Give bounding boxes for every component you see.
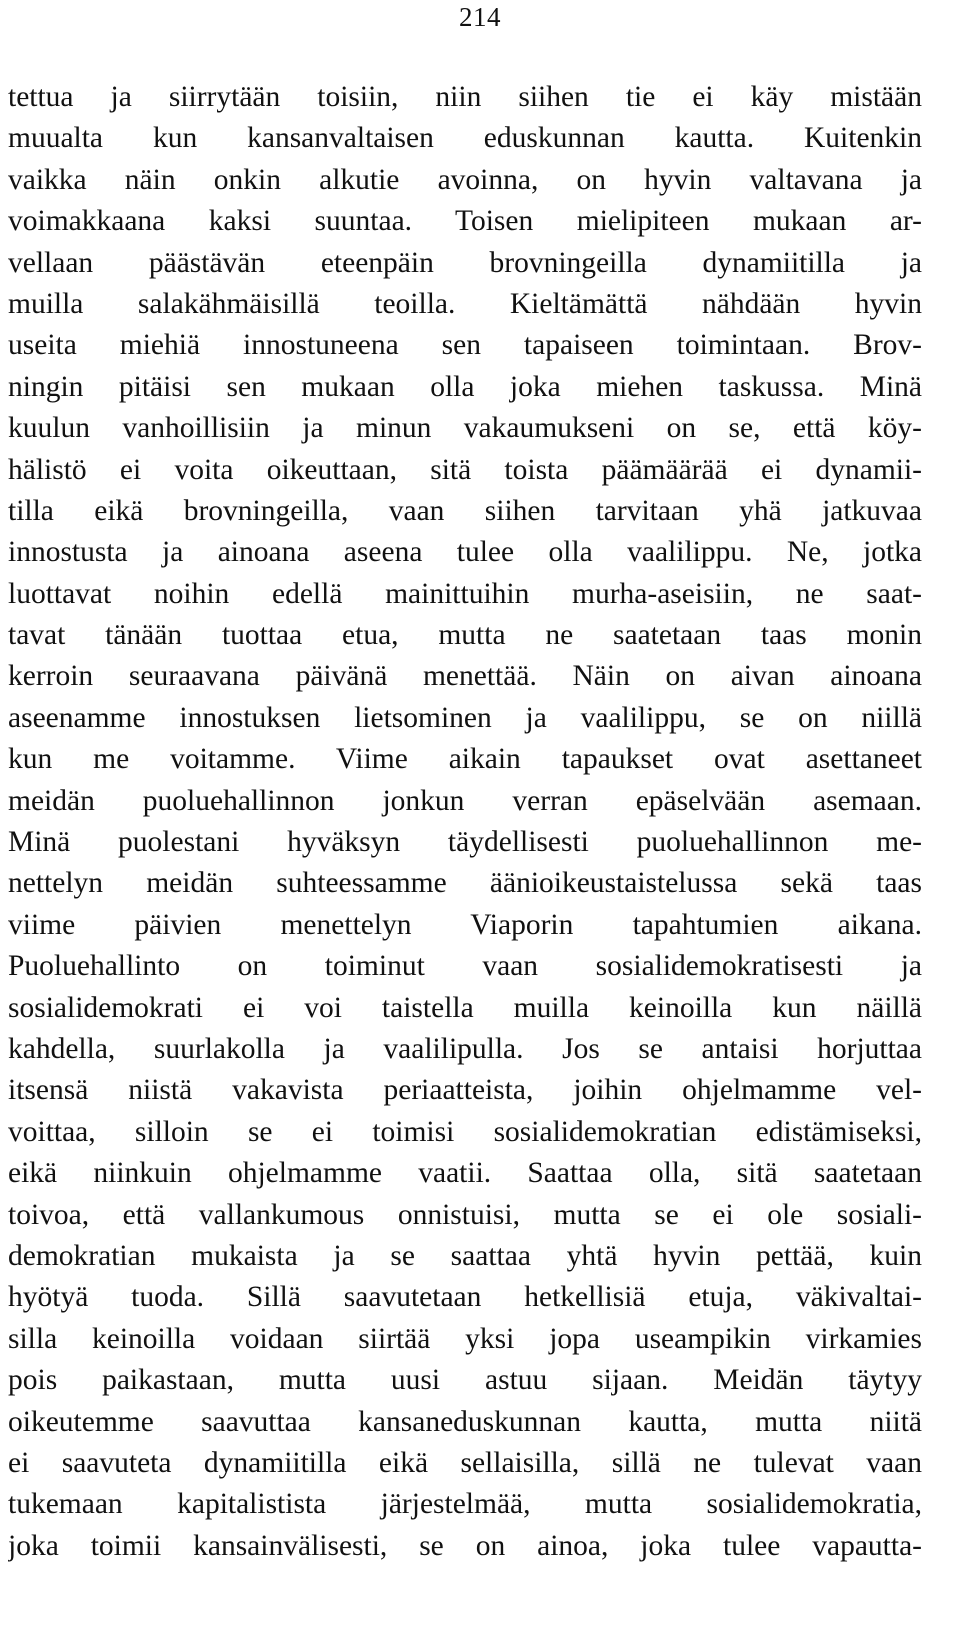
text-line: muualta kun kansanvaltaisen eduskunnan kautta. Kuitenkin [8, 122, 922, 155]
text-line: viime päivien menettelyn Viaporin tapahtumien aikana. [8, 908, 922, 941]
body-text [8, 77, 922, 1567]
text-line: kuulun vanhoillisiin ja minun vakaumukseni on se, että köy- [8, 412, 922, 445]
text-line: Puoluehallinto on toiminut vaan sosialidemokratisesti ja [8, 950, 922, 983]
text-line: tavat tänään tuottaa etua, mutta ne saatetaan taas monin [8, 619, 922, 652]
text-line: tukemaan kapitalistista järjestelmää, mutta sosialidemokratia, [8, 1488, 922, 1521]
text-line: vaikka näin onkin alkutie avoinna, on hyvin valtavana ja [8, 163, 922, 196]
text-line: oikeutemme saavuttaa kansaneduskunnan kautta, mutta niitä [8, 1405, 922, 1438]
text-line: sosialidemokrati ei voi taistella muilla keinoilla kun näillä [8, 991, 922, 1024]
text-line: aseenamme innostuksen lietsominen ja vaalilippu, se on niillä [8, 701, 922, 734]
text-line: tettua ja siirrytään toisiin, niin siihen tie ei käy mistään [8, 81, 922, 113]
text-line: nettelyn meidän suhteessamme äänioikeustaistelussa sekä taas [8, 867, 922, 900]
text-line: tilla eikä brovningeilla, vaan siihen tarvitaan yhä jatkuvaa [8, 494, 922, 527]
text-line: vellaan päästävän eteenpäin brovningeilla dynamiitilla ja [8, 246, 922, 279]
text-line: joka toimii kansainvälisesti, se on ainoa, joka tulee vapautta- [8, 1529, 922, 1562]
text-line: ningin pitäisi sen mukaan olla joka miehen taskussa. Minä [8, 370, 922, 403]
text-line: silla keinoilla voidaan siirtää yksi jopa useampikin virkamies [8, 1322, 922, 1355]
text-line: useita miehiä innostuneena sen tapaiseen toimintaan. Brov- [8, 329, 922, 362]
text-line: innostusta ja ainoana aseena tulee olla vaalilippu. Ne, jotka [8, 536, 922, 569]
text-line: pois paikastaan, mutta uusi astuu sijaan. Meidän täytyy [8, 1364, 922, 1397]
text-line: ei saavuteta dynamiitilla eikä sellaisilla, sillä ne tulevat vaan [8, 1446, 922, 1479]
text-line: voittaa, silloin se ei toimisi sosialidemokratian edistämiseksi, [8, 1115, 922, 1148]
text-line: voimakkaana kaksi suuntaa. Toisen mielipiteen mukaan ar- [8, 205, 922, 238]
text-line: hyötyä tuoda. Sillä saavutetaan hetkellisiä etuja, väkivaltai- [8, 1281, 922, 1314]
text-line: demokratian mukaista ja se saattaa yhtä hyvin pettää, kuin [8, 1239, 922, 1272]
text-line: toivoa, että vallankumous onnistuisi, mutta se ei ole sosiali- [8, 1198, 922, 1231]
text-line: hälistö ei voita oikeuttaan, sitä toista päämäärää ei dynamii- [8, 453, 922, 486]
text-line: kerroin seuraavana päivänä menettää. Näin on aivan ainoana [8, 660, 922, 693]
text-line: meidän puoluehallinnon jonkun verran epäselvään asemaan. [8, 784, 922, 817]
text-line: kahdella, suurlakolla ja vaalilipulla. Jos se antaisi horjuttaa [8, 1032, 922, 1065]
text-line: eikä niinkuin ohjelmamme vaatii. Saattaa olla, sitä saatetaan [8, 1157, 922, 1190]
text-line: muilla salakähmäisillä teoilla. Kieltämättä nähdään hyvin [8, 287, 922, 320]
text-line: Minä puolestani hyväksyn täydellisesti puoluehallinnon me- [8, 826, 922, 859]
text-line: luottavat noihin edellä mainittuihin murha-aseisiin, ne saat- [8, 577, 922, 610]
page-number: 214 [459, 2, 501, 32]
text-line: itsensä niistä vakavista periaatteista, joihin ohjelmamme vel- [8, 1074, 922, 1107]
text-line: kun me voitamme. Viime aikain tapaukset ovat asettaneet [8, 743, 922, 776]
